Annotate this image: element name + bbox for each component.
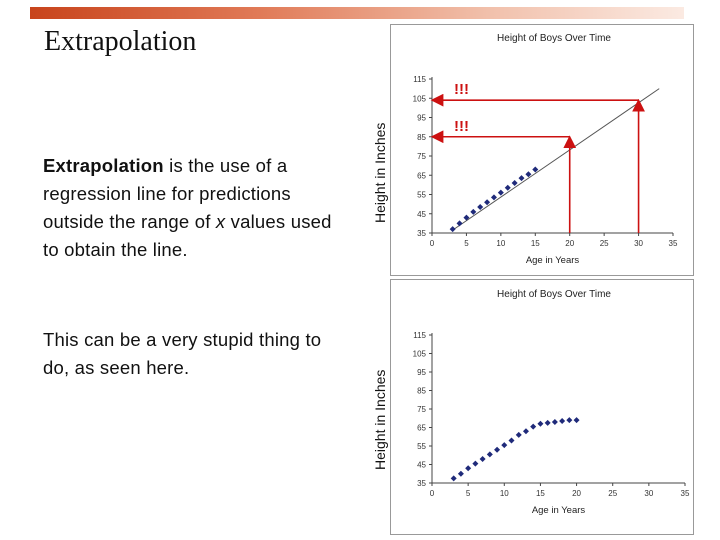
chart-extrapolated: [390, 24, 694, 281]
chart1-ylabel: Height in Inches: [372, 122, 388, 223]
chart1-ytick-label: 115: [413, 75, 426, 84]
chart2-xtick-label: 20: [572, 489, 582, 498]
chart1-xtick-label: 35: [668, 239, 678, 248]
chart1-ytick-label: 95: [417, 113, 426, 123]
chart2-xtick-label: 5: [465, 489, 471, 498]
chart2-xtick-label: 35: [680, 489, 690, 498]
chart1-xlabel: Age in Years: [525, 255, 580, 266]
chart1-xtick-label: 15: [530, 239, 540, 248]
chart2-ytick-label: 95: [417, 368, 426, 377]
chart1-title: Height of Boys Over Time: [497, 33, 611, 44]
chart1-panel: [391, 25, 694, 276]
chart2-xtick-label: 10: [499, 489, 509, 498]
chart2-ytick-label: 115: [413, 331, 426, 340]
chart1-xtick-label: 0: [429, 239, 435, 248]
chart-extrapolated-svg: [390, 24, 694, 276]
chart1-xtick-label: 10: [496, 239, 506, 248]
chart1-ytick-label: 105: [412, 94, 426, 104]
chart2-ytick-label: 85: [417, 386, 426, 396]
warning-paragraph: This can be a very stupid thing to do, as seen here.: [43, 329, 322, 378]
chart2-xlabel: Age in Years: [531, 505, 586, 516]
chart1-xtick-label: 20: [565, 239, 575, 248]
chart2-ytick-label: 75: [417, 405, 426, 414]
chart1-ytick-label: 45: [417, 209, 426, 219]
chart2-ytick-label: 55: [417, 442, 426, 451]
chart1-ytick-label: 65: [417, 171, 426, 181]
chart2-xtick-label: 15: [535, 489, 545, 498]
slide-title: Extrapolation: [44, 26, 197, 57]
chart1-xtick-label: 5: [464, 239, 469, 248]
chart2-ytick-label: 35: [417, 479, 426, 488]
title-accent-bar: [30, 7, 684, 19]
chart2-ytick-label: 45: [417, 460, 426, 470]
chart2-ylabel: Height in Inches: [372, 369, 388, 470]
definition-text-a: is the use of a regression line for predictions outside the range of: [43, 155, 291, 232]
chart-actual-svg: [390, 279, 694, 535]
chart2-ytick-label: 65: [417, 423, 426, 433]
variable-x: x: [215, 211, 226, 232]
chart2-xtick-label: 0: [429, 489, 435, 498]
chart1-ytick-label: 85: [417, 132, 426, 142]
chart1-ytick-label: 35: [417, 229, 426, 238]
chart1-ytick-label: 75: [417, 152, 426, 161]
chart1-warning-annotation: !!!: [454, 81, 469, 99]
chart1-warning-annotation: !!!: [454, 117, 469, 135]
chart2-title: Height of Boys Over Time: [497, 289, 611, 300]
chart2-xtick-label: 30: [644, 489, 654, 498]
definition-paragraph: [43, 152, 333, 264]
chart1-xtick-label: 25: [599, 239, 609, 248]
chart2-xtick-label: 25: [608, 489, 618, 498]
chart-actual: [390, 279, 694, 540]
chart2-ytick-label: 105: [412, 349, 426, 359]
chart1-ytick-label: 55: [417, 190, 426, 200]
definition-text-b: values used to obtain the line.: [43, 211, 332, 260]
term-extrapolation: Extrapolation: [43, 155, 164, 176]
chart1-xtick-label: 30: [634, 239, 644, 248]
